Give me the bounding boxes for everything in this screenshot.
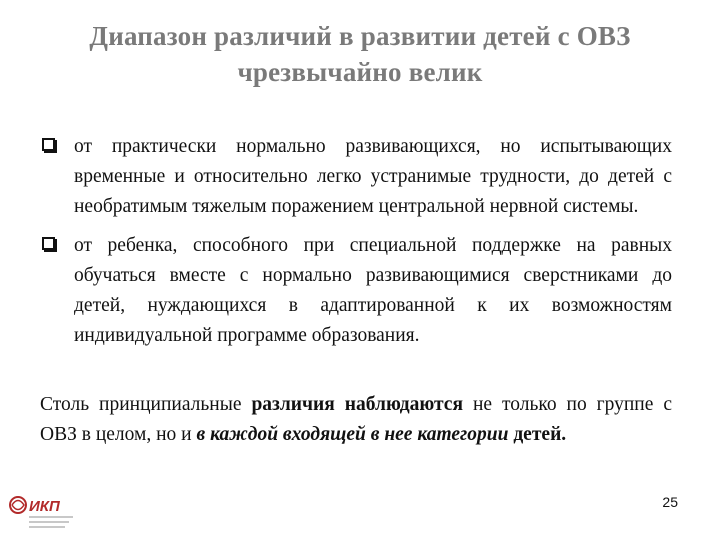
logo-swirl-inner-icon [12,501,24,510]
slide-title-line-1: Диапазон различий в развитии детей с ОВЗ [89,21,631,51]
checkbox-bullet-icon [42,237,55,250]
bullet-text: от практически нормально развивающихся, но испытывающих временные и относительно легко устранимые трудности, до детей с необратимым тяжелым поражением центральной нервной системы. [74,136,672,217]
summary-bold-italic: в каждой входящей в нее категории [196,424,509,445]
logo-text: ИКП [29,498,60,515]
bullet-item [40,132,672,222]
bullet-item [40,231,672,351]
summary-text-1: Столь принципиальные [40,394,252,415]
page-number: 25 [662,494,678,510]
summary-bold-1: различия наблюдаются [251,394,464,415]
ikp-logo [6,492,86,532]
summary-bold-2: детей. [513,424,567,445]
summary-text-2: не только по группе с ОВЗ в целом, но и [40,394,672,445]
slide-title-line-2: чрезвычайно велик [237,57,483,87]
logo-line-1 [29,516,73,518]
summary-paragraph [40,390,672,450]
checkbox-bullet-icon [42,138,55,151]
bullet-text: от ребенка, способного при специальной поддержке на равных обучаться вместе с нормально развивающимися сверстниками до детей, нуждающихся в адаптированной к их возможностям индивидуальной программе образования. [74,235,672,346]
logo-line-2 [29,521,69,523]
logo-line-3 [29,526,65,528]
bullet-list [40,132,672,360]
slide-title [40,18,680,90]
